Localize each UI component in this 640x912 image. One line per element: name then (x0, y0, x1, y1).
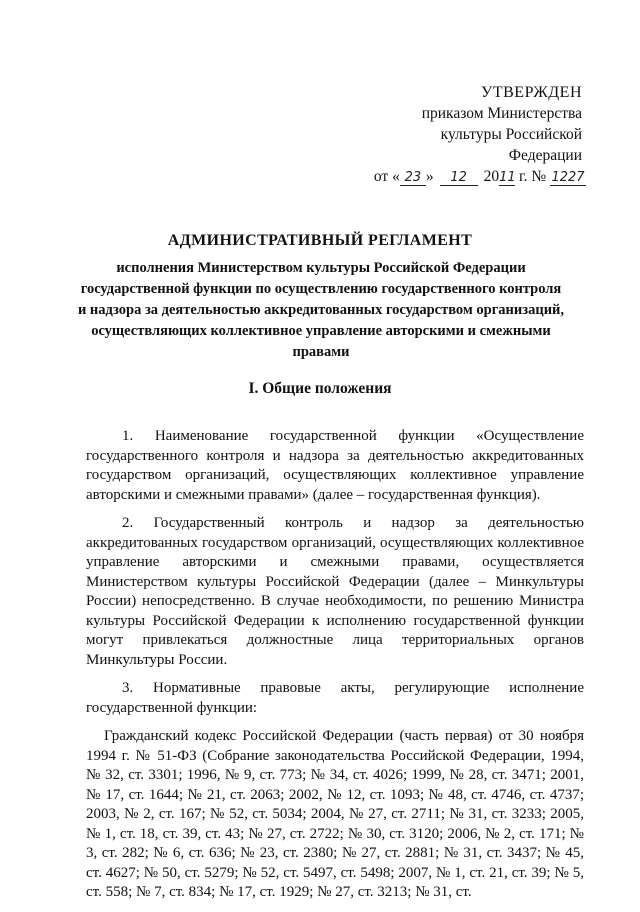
approval-line: приказом Министерства (421, 105, 582, 122)
paragraph-text: Наименование государственной функции «Осуществление государственного контроля и надзора за деятельностью аккредитованных государством организаций, осуществляющих коллективное управление авторскими и смежными правами» (далее – государственная функция). (86, 428, 584, 503)
order-year-prefix: 20 (483, 168, 500, 185)
paragraph (86, 679, 584, 718)
order-date-number (374, 168, 586, 186)
document-body (86, 427, 584, 912)
order-month: 12 (440, 170, 478, 186)
approval-stamp (422, 82, 582, 166)
document-title: АДМИНИСТРАТИВНЫЙ РЕГЛАМЕНТ (167, 232, 473, 249)
order-from-label: от « (373, 168, 400, 185)
paragraph (86, 727, 584, 903)
paragraph (86, 427, 584, 505)
section-heading: I. Общие положения (248, 380, 392, 397)
paragraph-number: 1. (122, 428, 134, 444)
paragraph (86, 514, 584, 670)
approval-line: Федерации (508, 147, 582, 164)
paragraph-number: 3. (122, 680, 134, 696)
paragraph-number: 2. (122, 515, 134, 531)
paragraph-text: Нормативные правовые акты, регулирующие исполнение государственной функции: (86, 680, 584, 716)
order-year-suffix: 11 (499, 170, 516, 185)
approval-line: культуры Российской (440, 126, 582, 143)
order-close-quote: » (425, 168, 434, 185)
order-number: 1227 (551, 170, 585, 185)
paragraph-text: Гражданский кодекс Российской Федерации (часть первая) от 30 ноября 1994 г. № 51-ФЗ (Собрание законодательства Российской Федерации, 1994, № 32, ст. 3301; 1996, № 9, ст. 773; № 34, ст. 4026; 1999, № 28, ст. 3471; 2001, № 17, ст. 1644; № 21, ст. 2063; 2002, № 12, ст. 1093; № 48, ст. 4746, ст. 4737; 2003, № 2, ст. 167; № 52, ст. 5034; 2004, № 27, ст. 2711; № 31, ст. 3233; 2005, № 1, ст. 18, ст. 39, ст. 43; № 27, ст. 2722; № 30, ст. 3120; 2006, № 2, ст. 171; № 3, ст. 282; № 6, ст. 636; № 23, ст. 2380; № 27, ст. 2881; № 31, ст. 3437; № 45, ст. 4627; № 50, ст. 5279; № 52, ст. 5497, ст. 5498; 2007, № 1, ст. 21, ст. 39; № 5, ст. 558; № 7, ст. 834; № 17, ст. 1929; № 27, ст. 3213; № 31, ст. (86, 728, 584, 900)
document-subtitle: исполнения Министерством культуры Российской Федерации государственной функции по осуществлению государственного контроля и надзора за деятельностью аккредитованных государством организаций, осуществляющих коллективное управление авторскими и смежными правами (77, 260, 565, 360)
approval-heading: УТВЕРЖДЕН (481, 84, 582, 101)
paragraph-text: Государственный контроль и надзор за деятельностью аккредитованных государством организаций, осуществляющих коллективное управление авторскими и смежными правами, осуществляется Министерством культуры Российской Федерации (далее – Минкультуры России) непосредственно. В случае необходимости, по решению Министра культуры Российской Федерации к исполнению государственной функции могут привлекаться должностные лица территориальных органов Минкультуры России. (86, 515, 584, 668)
order-year-word: г. № (518, 168, 547, 185)
order-day: 23 (400, 170, 426, 186)
